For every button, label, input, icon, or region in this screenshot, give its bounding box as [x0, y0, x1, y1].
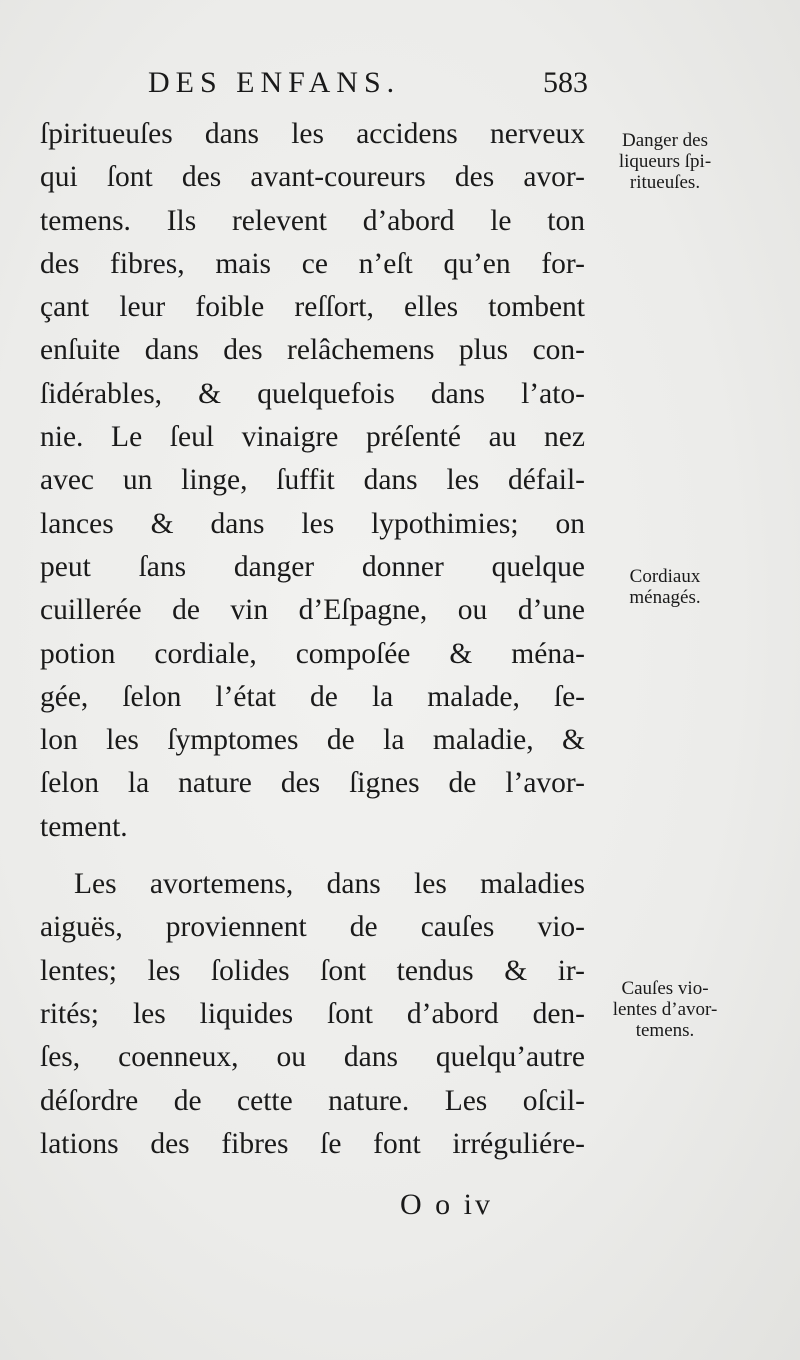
text-line: lentes; les ſolides ſont tendus & ir-: [40, 954, 585, 987]
text-line: qui ſont des avant-coureurs des avor-: [40, 161, 585, 194]
text-line: déſordre de cette nature. Les oſcil-: [40, 1084, 585, 1117]
margin-note-causes: [590, 978, 740, 1041]
paragraph-gap: [40, 849, 585, 863]
text-line: cuillerée de vin d’Eſpagne, ou d’une: [40, 594, 585, 627]
text-line: avec un linge, ſuffit dans les défail-: [40, 464, 585, 497]
margin-note-line: ritueuſes.: [629, 172, 701, 193]
text-line: ſpiritueuſes dans les accidens nerveux: [40, 118, 585, 150]
text-line: lations des fibres ſe font irréguliére-: [40, 1127, 585, 1160]
running-head: [148, 66, 588, 106]
margin-note-line: liqueurs ſpi-: [618, 151, 712, 172]
text-line: gée, ſelon l’état de la malade, ſe-: [40, 680, 585, 713]
text-line: enſuite dans des relâchemens plus con-: [40, 334, 585, 367]
text-line: ſidérables, & quelquefois dans l’ato-: [40, 377, 585, 410]
text-line: temens. Ils relevent d’abord le ton: [40, 204, 585, 237]
margin-note-line: temens.: [635, 1020, 695, 1041]
page-number: 583: [543, 66, 588, 99]
text-line: des fibres, mais ce n’eſt qu’en for-: [40, 247, 585, 280]
text-line: potion cordiale, compoſée & ména-: [40, 637, 585, 670]
paragraph-start-line: Les avortemens, dans les maladies: [74, 868, 585, 901]
margin-note-cordiaux: [590, 566, 740, 608]
body-text: [40, 113, 585, 1166]
text-line: peut ſans danger donner quelque: [40, 550, 585, 583]
signature-mark: O o iv: [400, 1188, 493, 1221]
margin-note-danger: [590, 130, 740, 193]
text-line: rités; les liquides ſont d’abord den-: [40, 997, 585, 1030]
text-line: nie. Le ſeul vinaigre préſenté au nez: [40, 421, 585, 454]
text-line: aiguës, proviennent de cauſes vio-: [40, 911, 585, 944]
margin-note-line: lentes d’avor-: [612, 999, 718, 1020]
margin-note-line: Cordiaux: [629, 566, 701, 587]
margin-note-line: Danger des: [622, 130, 708, 151]
text-line: çant leur foible reſſort, elles tombent: [40, 291, 585, 324]
text-line: ſelon la nature des ſignes de l’avor-: [40, 767, 585, 800]
text-line: ſes, coenneux, ou dans quelqu’autre: [40, 1041, 585, 1074]
text-line: lon les ſymptomes de la maladie, &: [40, 724, 585, 757]
margin-note-line: ménagés.: [629, 587, 701, 608]
text-line: lances & dans les lypothimies; on: [40, 507, 585, 540]
margin-note-line: Cauſes vio-: [621, 978, 709, 999]
running-title: DES ENFANS.: [148, 66, 401, 99]
paragraph-end-line: tement.: [40, 810, 128, 843]
